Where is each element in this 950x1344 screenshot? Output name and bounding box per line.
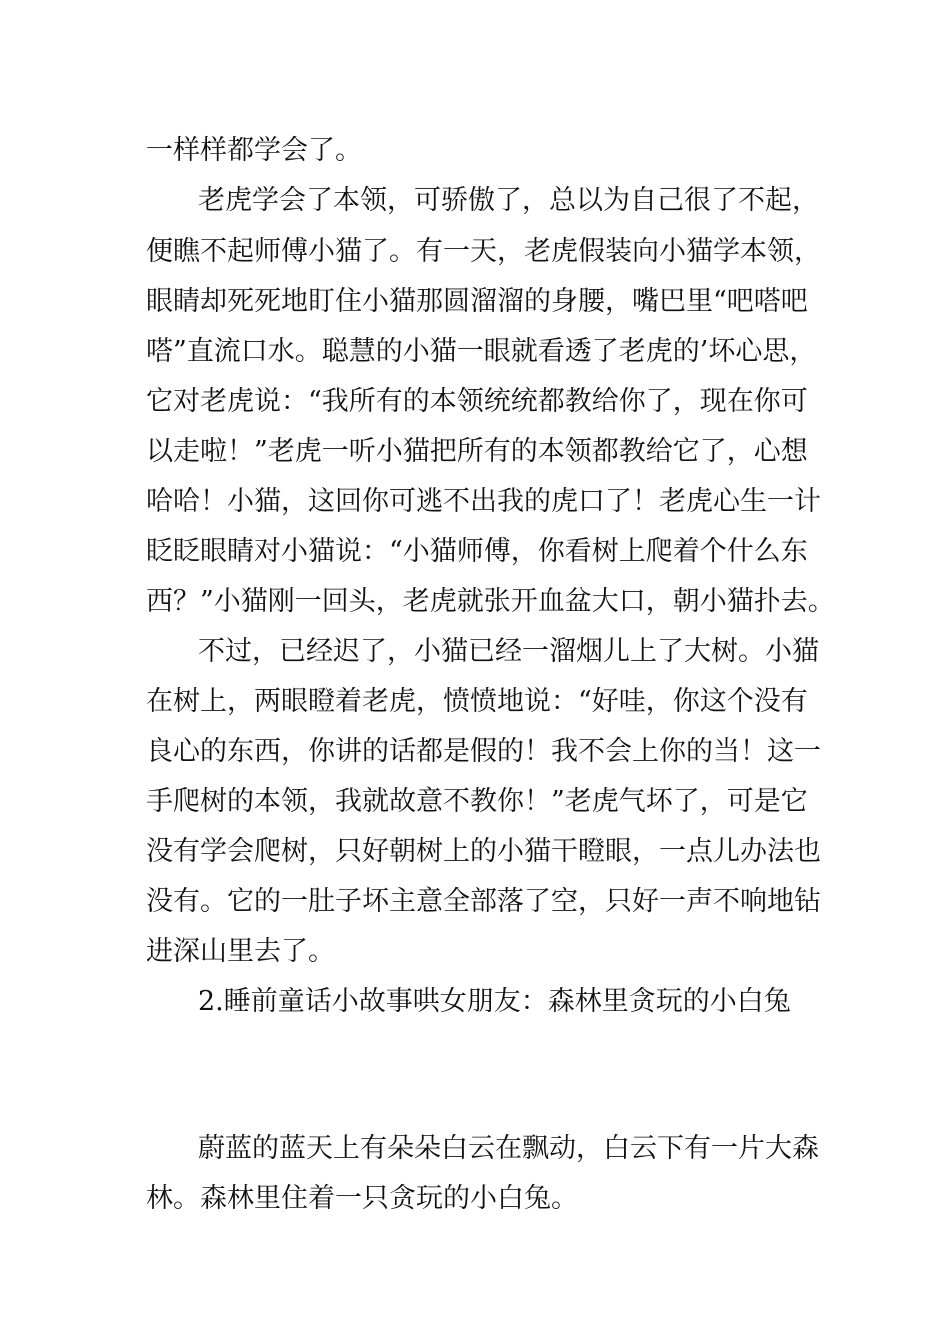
text-line: 老虎学会了本领，可骄傲了，总以为自己很了不起， (198, 185, 819, 216)
text-line: 蔚蓝的蓝天上有朵朵白云在飘动，白云下有一片大森 (198, 1133, 819, 1164)
text-line: 进深山里去了。 (146, 936, 335, 967)
text-line: 眨眨眼睛对小猫说：“小猫师傅，你看树上爬着个什么东 (146, 536, 808, 567)
text-line: 一样样都学会了。 (146, 135, 362, 166)
text-line: 不过，已经迟了，小猫已经一溜烟儿上了大树。小猫 (198, 636, 819, 667)
text-line: 眼睛却死死地盯住小猫那圆溜溜的身腰，嘴巴里“吧嗒吧 (146, 286, 808, 317)
text-line: 嗒”直流口水。聪慧的小猫一眼就看透了老虎的’坏心思， (146, 336, 817, 367)
text-line: 没有学会爬树，只好朝树上的小猫干瞪眼，一点儿办法也 (146, 836, 821, 867)
text-line: 手爬树的本领，我就故意不教你！”老虎气坏了，可是它 (146, 786, 808, 817)
text-line: 在树上，两眼瞪着老虎，愤愤地说：“好哇，你这个没有 (146, 686, 808, 717)
text-line: 没有。它的一肚子坏主意全部落了空，只好一声不响地钻 (146, 886, 821, 917)
text-line: 林。森林里住着一只贪玩的小白兔。 (146, 1183, 578, 1214)
text-line: 良心的东西，你讲的话都是假的！我不会上你的当！这一 (146, 736, 821, 767)
text-line: 西？”小猫刚一回头，老虎就张开血盆大口，朝小猫扑去。 (146, 586, 835, 617)
text-line: 便瞧不起师傅小猫了。有一天，老虎假装向小猫学本领， (146, 236, 821, 267)
text-line: 哈哈！小猫，这回你可逃不出我的虎口了！老虎心生一计 (146, 486, 821, 517)
text-line: 以走啦！”老虎一听小猫把所有的本领都教给它了，心想 (146, 436, 808, 467)
section-heading: 2.睡前童话小故事哄女朋友：森林里贪玩的小白兔 (198, 986, 791, 1017)
text-line: 它对老虎说：“我所有的本领统统都教给你了，现在你可 (146, 386, 808, 417)
